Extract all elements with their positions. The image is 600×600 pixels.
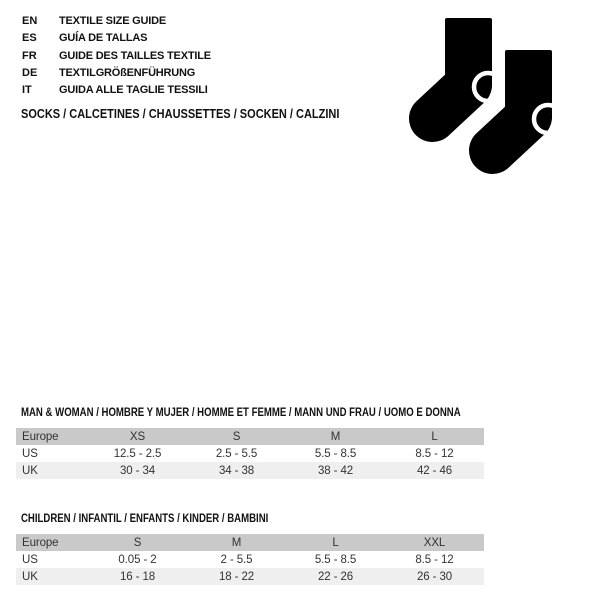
size-value-cell: 34 - 38 [218, 464, 255, 477]
size-value-cell: 12.5 - 2.5 [113, 447, 162, 460]
language-row [22, 13, 211, 30]
column-header-cell: L [431, 430, 438, 443]
region-cell: US [22, 447, 38, 460]
table-row [16, 551, 484, 568]
table-row [16, 445, 484, 462]
language-row [22, 30, 211, 47]
region-cell: US [22, 553, 38, 566]
size-table-title: MAN & WOMAN / HOMBRE Y MUJER / HOMME ET FEMME / MANN UND FRAU / UOMO E DONNA [21, 405, 461, 419]
size-value-cell: 0.05 - 2 [118, 553, 157, 566]
language-label: GUIDA ALLE TAGLIE TESSILI [59, 84, 208, 97]
size-value-cell: 8.5 - 12 [415, 553, 454, 566]
language-code: ES [22, 32, 37, 45]
size-value-cell: 2.5 - 5.5 [215, 447, 258, 460]
size-value-cell: 2 - 5.5 [220, 553, 253, 566]
language-code: IT [22, 84, 32, 97]
size-value-cell: 38 - 42 [317, 464, 354, 477]
language-label: TEXTILGRÖßENFÜHRUNG [59, 66, 196, 79]
region-cell: UK [22, 570, 38, 583]
size-value-cell: 42 - 46 [416, 464, 453, 477]
size-value-cell: 16 - 18 [119, 570, 156, 583]
column-header-cell: S [133, 536, 142, 549]
language-code: FR [22, 49, 37, 62]
size-table-title: CHILDREN / INFANTIL / ENFANTS / KINDER / BAMBINI [21, 511, 269, 525]
socks-icon [400, 5, 580, 185]
language-code: DE [22, 66, 38, 79]
table-row [16, 462, 484, 479]
region-cell: Europe [22, 536, 59, 549]
size-table [16, 428, 484, 479]
column-header-cell: L [332, 536, 339, 549]
table-header-row [16, 534, 484, 551]
region-cell: Europe [22, 430, 59, 443]
language-code: EN [22, 15, 38, 27]
size-table-children [16, 512, 484, 585]
language-list [22, 13, 211, 99]
size-value-cell: 8.5 - 12 [415, 447, 454, 460]
table-row [16, 568, 484, 585]
language-row [22, 48, 211, 65]
region-cell: UK [22, 464, 38, 477]
size-value-cell: 5.5 - 8.5 [314, 553, 357, 566]
table-header-row [16, 428, 484, 445]
size-value-cell: 5.5 - 8.5 [314, 447, 357, 460]
column-header-cell: XS [129, 430, 146, 443]
size-value-cell: 26 - 30 [416, 570, 453, 583]
size-value-cell: 30 - 34 [119, 464, 156, 477]
column-header-cell: M [330, 430, 341, 443]
size-table-man-woman [16, 406, 484, 479]
language-label: GUIDE DES TAILLES TEXTILE [59, 49, 211, 62]
size-table [16, 534, 484, 585]
size-value-cell: 22 - 26 [317, 570, 354, 583]
column-header-cell: S [232, 430, 241, 443]
language-label: TEXTILE SIZE GUIDE [59, 15, 167, 27]
category-title: SOCKS / CALCETINES / CHAUSSETTES / SOCKEN / CALZINI [21, 107, 340, 121]
language-row [22, 65, 211, 82]
language-label: GUÍA DE TALLAS [59, 32, 148, 45]
column-header-cell: XXL [423, 536, 446, 549]
language-row [22, 82, 211, 99]
column-header-cell: M [231, 536, 242, 549]
size-value-cell: 18 - 22 [218, 570, 255, 583]
